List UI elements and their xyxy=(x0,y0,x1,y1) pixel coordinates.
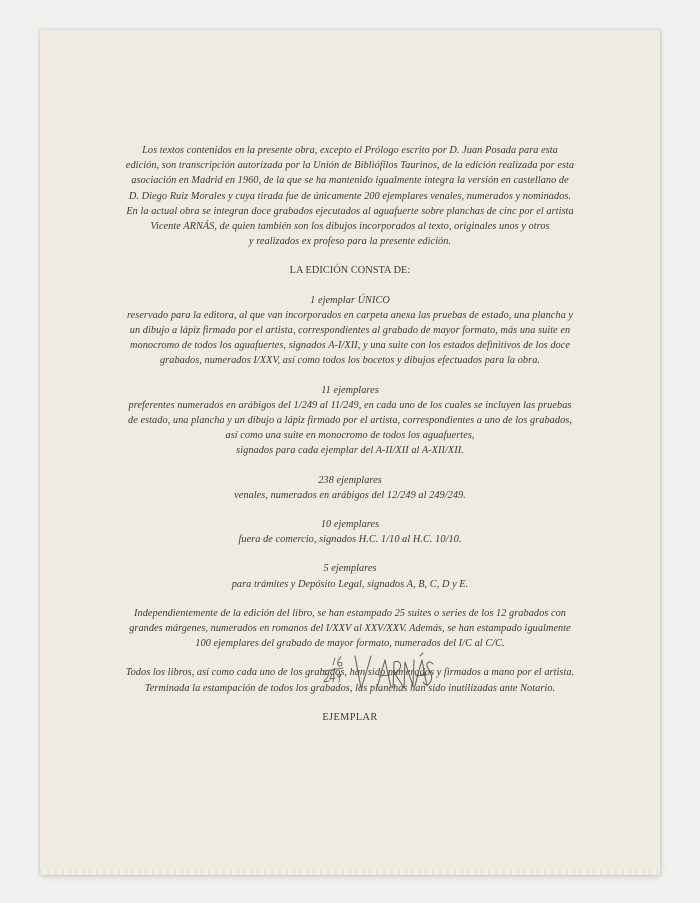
preferentes-line: 11 ejemplares xyxy=(321,384,379,396)
edition-heading-text: LA EDICIÓN CONSTA DE: xyxy=(289,265,411,277)
edition-heading xyxy=(40,263,660,278)
venales-line: 238 ejemplares xyxy=(318,474,382,486)
fuera-comercio-line: fuera de comercio, signados H.C. 1/10 al H.C. 10/10. xyxy=(238,534,462,546)
intro-paragraph xyxy=(40,143,660,249)
suites-line: Independientemente de la edición del libro, se han estampado 25 suites o series de los 12 grabados con xyxy=(134,607,566,619)
unico-line: grabados, numerados I/XXV, así como todos los bocetos y dibujos efectuados para la obra. xyxy=(159,355,541,367)
unico-line: un dibujo a lápiz firmado por el artista, correspondientes al grabado de mayor formato, más una suite en xyxy=(129,325,571,337)
paper-sheet xyxy=(40,30,660,875)
suites-line: 100 ejemplares del grabado de mayor formato, numerados del I/C al C/C. xyxy=(195,638,505,650)
ejemplar-label-text: EJEMPLAR xyxy=(322,711,378,723)
handwritten-number-and-signature xyxy=(295,648,435,708)
fuera-comercio-paragraph xyxy=(40,517,660,547)
fuera-comercio-line: 10 ejemplares xyxy=(320,519,380,531)
colophon-text xyxy=(40,143,660,725)
unico-line: 1 ejemplar ÚNICO xyxy=(310,294,390,306)
preferentes-line: preferentes numerados en arábigos del 1/249 al 11/249, en cada uno de los cuales se incluyen las pruebas xyxy=(128,399,572,411)
intro-line: asociación en Madrid en 1960, de la que se ha mantenido igualmente íntegra la versión en castellano de xyxy=(131,175,569,187)
ejemplar-label xyxy=(40,710,660,725)
intro-line: Los textos contenidos en la presente obra, excepto el Prólogo escrito por D. Juan Posada para esta xyxy=(142,145,558,156)
suites-paragraph xyxy=(40,606,660,652)
handwriting-drawing xyxy=(295,648,435,708)
tramites-line: 5 ejemplares xyxy=(323,563,377,575)
intro-line: Vicente ARNÁS, de quien también son los dibujos incorporados al texto, originales unos y otros xyxy=(150,221,550,233)
venales-line: venales, numerados en arábigos del 12/249 al 249/249. xyxy=(234,489,466,501)
tramites-paragraph xyxy=(40,561,660,591)
intro-line: edición, son transcripción autorizada por la Unión de Bibliófilos Taurinos, de la edición realizada por esta xyxy=(125,160,575,172)
closing-line: Terminada la estampación de todos los grabados, las planchas han sido inutilizadas ante Notario. xyxy=(144,682,556,694)
closing-line: Todos los libros, así como cada uno de los grabados, han sido numerados y firmados a mano por el artista. xyxy=(125,667,575,679)
intro-line: En la actual obra se integran doce grabados ejecutados al aguafuerte sobre planchas de cinc por el artista xyxy=(126,205,574,217)
intro-line: D. Diego Ruiz Morales y cuya tirada fue de únicamente 200 ejemplares venales, numerados y nominados. xyxy=(128,190,572,202)
preferentes-paragraph xyxy=(40,383,660,459)
venales-paragraph xyxy=(40,473,660,503)
intro-line: y realizados ex profeso para la presente edición. xyxy=(248,236,452,248)
preferentes-line: de estado, una plancha y un dibujo a lápiz firmado por el artista, correspondientes a uno de los grabados, xyxy=(128,415,572,427)
tramites-line: para trámites y Depósito Legal, signados A, B, C, D y E. xyxy=(231,578,469,590)
preferentes-line: así como una suite en monocromo de todos los aguafuertes, xyxy=(225,430,475,442)
suites-line: grandes márgenes, numerados en romanos del I/XXV al XXV/XXV. Además, se han estampado igualmente xyxy=(129,623,571,635)
unico-line: monocromo de todos los aguafuertes, signados A-I/XII, y una suite con los estados definitivos de los doce xyxy=(130,340,570,352)
unico-paragraph xyxy=(40,293,660,369)
preferentes-line: signados para cada ejemplar del A-II/XII al A-XII/XII. xyxy=(236,445,464,457)
signature-drawing xyxy=(355,653,433,688)
unico-line: reservado para la editora, al que van incorporados en carpeta anexa las pruebas de estado, una plancha y xyxy=(126,309,574,321)
handwritten-number xyxy=(324,657,343,682)
